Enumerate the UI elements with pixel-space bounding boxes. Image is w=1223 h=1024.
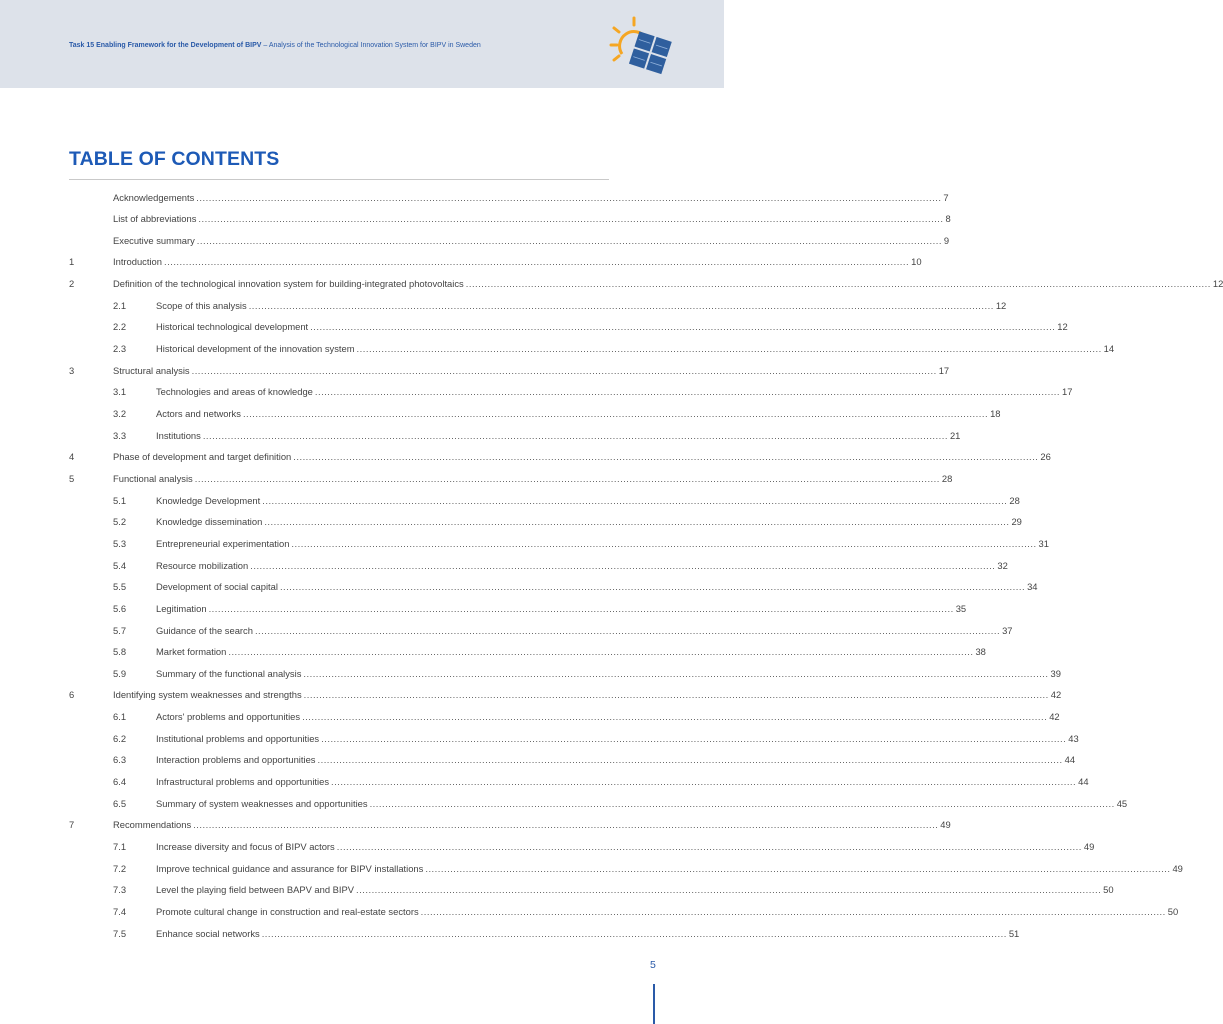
toc-entry[interactable] — [69, 879, 1114, 901]
toc-entry-title: Infrastructural problems and opportunities — [156, 776, 330, 788]
toc-entry-page: 44 — [1064, 754, 1076, 766]
toc-entry-number: 7.4 — [113, 905, 127, 917]
toc-entry-title: Development of social capital — [156, 581, 278, 593]
toc-entry-number: 5.6 — [113, 602, 127, 614]
toc-entry-number: 5.3 — [113, 537, 127, 549]
header-title-rest: – Analysis of the Technological Innovation System for BIPV in Sweden — [261, 42, 481, 49]
toc-entry-page: 9 — [943, 234, 950, 246]
toc-entry-number: 6.3 — [113, 754, 127, 766]
toc-dot-leader: ................................................................................................................................................................................................................................................ — [254, 624, 1001, 636]
toc-entry-page: 49 — [1083, 841, 1095, 852]
toc-entry-number: 2.3 — [113, 343, 127, 355]
toc-entry-number: 7.5 — [113, 927, 127, 939]
toc-entry-page: 12 — [1212, 278, 1223, 290]
toc-entry[interactable] — [69, 597, 967, 619]
toc-entry-title: Functional analysis — [113, 472, 193, 484]
toc-entry[interactable] — [69, 814, 951, 836]
toc-dot-leader: ................................................................................................................................................................................................................................................ — [356, 343, 1102, 355]
solar-panel — [629, 31, 672, 74]
toc-entry-page: 50 — [1103, 884, 1114, 896]
toc-entry-page: 17 — [938, 364, 950, 376]
toc-entry[interactable] — [69, 294, 1007, 316]
toc-entry[interactable] — [69, 900, 1179, 922]
toc-dot-leader: ................................................................................................................................................................................................................................................ — [425, 862, 1171, 874]
toc-entry-page: 34 — [1027, 581, 1038, 593]
toc-entry[interactable] — [69, 208, 951, 230]
toc-entry-number: 5 — [69, 472, 75, 484]
toc-dot-leader: ................................................................................................................................................................................................................................................ — [465, 278, 1211, 290]
toc-entry[interactable] — [69, 446, 1051, 468]
toc-entry-page: 44 — [1078, 776, 1089, 788]
toc-entry-page: 8 — [945, 213, 951, 225]
toc-entry-title: Guidance of the search — [156, 624, 253, 636]
toc-entry[interactable] — [69, 554, 1008, 576]
toc-entry-number: 2.1 — [113, 299, 127, 311]
toc-entry-title: Actors' problems and opportunities — [156, 711, 301, 723]
toc-entry-page: 38 — [975, 646, 986, 658]
page-header — [0, 0, 724, 88]
toc-dot-leader: ................................................................................................................................................................................................................................................ — [202, 429, 948, 441]
toc-entry[interactable] — [69, 922, 1020, 944]
toc-entry-title: Definition of the technological innovation system for building-integrated photovoltaics — [113, 278, 464, 290]
toc-dot-leader: ................................................................................................................................................................................................................................................ — [191, 364, 937, 376]
toc-entry-page: 39 — [1050, 667, 1061, 679]
toc-entry-title: Institutional problems and opportunities — [156, 732, 320, 744]
toc-dot-leader: ................................................................................................................................................................................................................................................ — [303, 667, 1049, 679]
toc-entry-page: 7 — [943, 191, 949, 203]
toc-dot-leader: ................................................................................................................................................................................................................................................ — [248, 299, 994, 311]
toc-entry-number: 6 — [69, 689, 75, 701]
toc-entry-number: 6.4 — [113, 776, 127, 788]
toc-entry-title: Increase diversity and focus of BIPV actors — [156, 841, 335, 852]
toc-entry-title: Knowledge Development — [156, 494, 261, 506]
toc-entry-number: 7 — [69, 819, 75, 831]
toc-entry-title: Promote cultural change in construction and real-estate sectors — [156, 905, 419, 917]
toc-entry-page: 49 — [1172, 862, 1183, 874]
toc-entry-page: 43 — [1068, 732, 1079, 744]
toc-entry-title: List of abbreviations — [113, 213, 197, 225]
toc-dot-leader: ................................................................................................................................................................................................................................................ — [196, 191, 942, 203]
sun-solar-panel-logo-icon — [608, 16, 672, 76]
toc-dot-leader: ................................................................................................................................................................................................................................................ — [164, 256, 910, 268]
toc-entry-title: Entrepreneurial experimentation — [156, 537, 290, 549]
toc-dot-leader: ................................................................................................................................................................................................................................................ — [293, 451, 1039, 463]
toc-entry[interactable] — [69, 273, 1223, 295]
toc-entry-page: 42 — [1050, 689, 1062, 701]
toc-entry-page: 12 — [1057, 321, 1068, 333]
toc-entry-number: 5.4 — [113, 559, 127, 571]
toc-entry-page: 31 — [1038, 537, 1049, 549]
toc-entry[interactable] — [69, 489, 1020, 511]
toc-entry-number: 3 — [69, 364, 75, 376]
toc-entry-number: 6.1 — [113, 711, 127, 723]
toc-entry[interactable] — [69, 619, 1013, 641]
toc-dot-leader: ................................................................................................................................................................................................................................................ — [336, 841, 1082, 852]
toc-entry[interactable] — [69, 576, 1038, 598]
toc-entry[interactable] — [69, 359, 950, 381]
page-number: 5 — [650, 959, 656, 971]
toc-entry[interactable] — [69, 749, 1076, 771]
toc-entry-title: Executive summary — [113, 234, 195, 246]
toc-dot-leader: ................................................................................................................................................................................................................................................ — [314, 386, 1061, 398]
toc-entry-number: 5.8 — [113, 646, 127, 658]
toc-entry-title: Structural analysis — [113, 364, 190, 376]
toc-entry-title: Scope of this analysis — [156, 299, 247, 311]
toc-dot-leader: ................................................................................................................................................................................................................................................ — [420, 905, 1166, 917]
toc-entry-page: 51 — [1008, 927, 1020, 939]
header-title-bold: Task 15 Enabling Framework for the Development of BIPV — [69, 42, 262, 49]
toc-entry[interactable] — [69, 229, 950, 251]
toc-entry[interactable] — [69, 381, 1073, 403]
toc-entry-title: Phase of development and target definition — [113, 451, 292, 463]
toc-entry-title: Introduction — [113, 256, 162, 268]
page-title: TABLE OF CONTENTS — [69, 148, 280, 170]
toc-entry-title: Market formation — [156, 646, 227, 658]
toc-entry[interactable] — [69, 684, 1062, 706]
toc-entry[interactable] — [69, 706, 1060, 728]
toc-dot-leader: ................................................................................................................................................................................................................................................ — [262, 494, 1008, 506]
toc-entry-page: 29 — [1011, 516, 1022, 528]
toc-dot-leader: ................................................................................................................................................................................................................................................ — [310, 321, 1056, 333]
toc-entry-title: Institutions — [156, 429, 201, 441]
toc-entry[interactable] — [69, 251, 922, 273]
toc-entry-number: 5.2 — [113, 516, 127, 528]
toc-entry-number: 3.2 — [113, 408, 127, 419]
toc-entry-title: Enhance social networks — [156, 927, 260, 939]
toc-entry-title: Recommendations — [113, 819, 192, 831]
toc-entry-page: 50 — [1167, 905, 1179, 917]
toc-dot-leader: ................................................................................................................................................................................................................................................ — [356, 884, 1102, 896]
toc-entry-number: 6.5 — [113, 797, 127, 809]
toc-entry-page: 10 — [911, 256, 922, 268]
toc-dot-leader: ................................................................................................................................................................................................................................................ — [198, 213, 944, 225]
toc-entry[interactable] — [69, 316, 1068, 338]
sun-ray — [614, 28, 619, 32]
toc-entry-number: 4 — [69, 451, 75, 463]
toc-entry-number: 5.7 — [113, 624, 127, 636]
toc-dot-leader: ................................................................................................................................................................................................................................................ — [321, 732, 1067, 744]
toc-entry-number: 6.2 — [113, 732, 127, 744]
toc-entry-number: 7.2 — [113, 862, 127, 874]
toc-dot-leader: ................................................................................................................................................................................................................................................ — [369, 797, 1115, 809]
toc-entry-title: Acknowledgements — [113, 191, 195, 203]
toc-entry[interactable] — [69, 857, 1183, 879]
toc-dot-leader: ................................................................................................................................................................................................................................................ — [194, 472, 940, 484]
toc-entry-title: Actors and networks — [156, 408, 241, 419]
toc-entry-title: Technologies and areas of knowledge — [156, 386, 313, 398]
toc-entry[interactable] — [69, 467, 953, 489]
toc-dot-leader: ................................................................................................................................................................................................................................................ — [302, 711, 1048, 723]
toc-dot-leader: ................................................................................................................................................................................................................................................ — [193, 819, 939, 831]
toc-entry-page: 12 — [995, 299, 1007, 311]
toc-entry-number: 5.1 — [113, 494, 127, 506]
toc-entry[interactable] — [69, 403, 1001, 425]
toc-entry[interactable] — [69, 662, 1061, 684]
toc-dot-leader: ................................................................................................................................................................................................................................................ — [228, 646, 974, 658]
toc-entry-number: 7.3 — [113, 884, 127, 896]
toc-entry-number: 2 — [69, 278, 75, 290]
toc-entry-number: 2.2 — [113, 321, 127, 333]
toc-dot-leader: ................................................................................................................................................................................................................................................ — [279, 581, 1026, 593]
toc-entry-title: Summary of system weaknesses and opportunities — [156, 797, 368, 809]
toc-entry-title: Legitimation — [156, 602, 207, 614]
toc-entry-title: Improve technical guidance and assurance for BIPV installations — [156, 862, 424, 874]
title-divider — [69, 179, 609, 180]
toc-dot-leader: ................................................................................................................................................................................................................................................ — [242, 408, 989, 419]
toc-entry-title: Resource mobilization — [156, 559, 249, 571]
toc-entry-title: Interaction problems and opportunities — [156, 754, 316, 766]
toc-entry-title: Level the playing field between BAPV and BIPV — [156, 884, 355, 896]
toc-entry-page: 37 — [1002, 624, 1013, 636]
toc-entry-page: 21 — [949, 429, 961, 441]
toc-entry-number: 1 — [69, 256, 75, 268]
toc-dot-leader: ................................................................................................................................................................................................................................................ — [303, 689, 1049, 701]
toc-entry-page: 49 — [940, 819, 951, 831]
toc-entry-page: 45 — [1116, 797, 1128, 809]
sun-ray — [614, 56, 619, 60]
toc-entry[interactable] — [69, 186, 949, 208]
toc-entry-page: 26 — [1040, 451, 1051, 463]
toc-entry[interactable] — [69, 338, 1115, 360]
toc-entry[interactable] — [69, 641, 986, 663]
toc-entry-page: 18 — [990, 408, 1001, 419]
toc-entry-page: 28 — [941, 472, 953, 484]
toc-entry-number: 5.9 — [113, 667, 127, 679]
toc-entry[interactable] — [69, 532, 1049, 554]
toc-entry[interactable] — [69, 792, 1128, 814]
toc-entry[interactable] — [69, 771, 1089, 793]
toc-entry-title: Historical development of the innovation system — [156, 343, 355, 355]
toc-entry-page: 42 — [1049, 711, 1060, 723]
toc-entry[interactable] — [69, 424, 961, 446]
toc-entry-number: 3.3 — [113, 429, 127, 441]
toc-entry-title: Knowledge dissemination — [156, 516, 263, 528]
toc-entry-number: 7.1 — [113, 841, 127, 852]
toc-entry-number: 3.1 — [113, 386, 127, 398]
toc-entry-title: Historical technological development — [156, 321, 309, 333]
toc-dot-leader: ................................................................................................................................................................................................................................................ — [317, 754, 1063, 766]
toc-dot-leader: ................................................................................................................................................................................................................................................ — [196, 234, 942, 246]
toc-entry-title: Identifying system weaknesses and strengths — [113, 689, 302, 701]
toc-entry[interactable] — [69, 836, 1095, 858]
toc-entry-page: 17 — [1062, 386, 1073, 398]
toc-dot-leader: ................................................................................................................................................................................................................................................ — [291, 537, 1037, 549]
toc-entry-page: 28 — [1009, 494, 1020, 506]
toc-entry-page: 35 — [955, 602, 967, 614]
side-divider — [653, 984, 655, 1024]
toc-entry[interactable] — [69, 511, 1022, 533]
toc-dot-leader: ................................................................................................................................................................................................................................................ — [250, 559, 996, 571]
toc-entry-title: Summary of the functional analysis — [156, 667, 302, 679]
toc-entry[interactable] — [69, 727, 1079, 749]
toc-dot-leader: ................................................................................................................................................................................................................................................ — [261, 927, 1007, 939]
toc-entry-page: 14 — [1103, 343, 1115, 355]
toc-dot-leader: ................................................................................................................................................................................................................................................ — [264, 516, 1010, 528]
toc-entry-number: 5.5 — [113, 581, 127, 593]
toc-dot-leader: ................................................................................................................................................................................................................................................ — [331, 776, 1077, 788]
header-title — [69, 42, 481, 49]
toc-dot-leader: ................................................................................................................................................................................................................................................ — [208, 602, 954, 614]
toc-entry-page: 32 — [997, 559, 1008, 571]
